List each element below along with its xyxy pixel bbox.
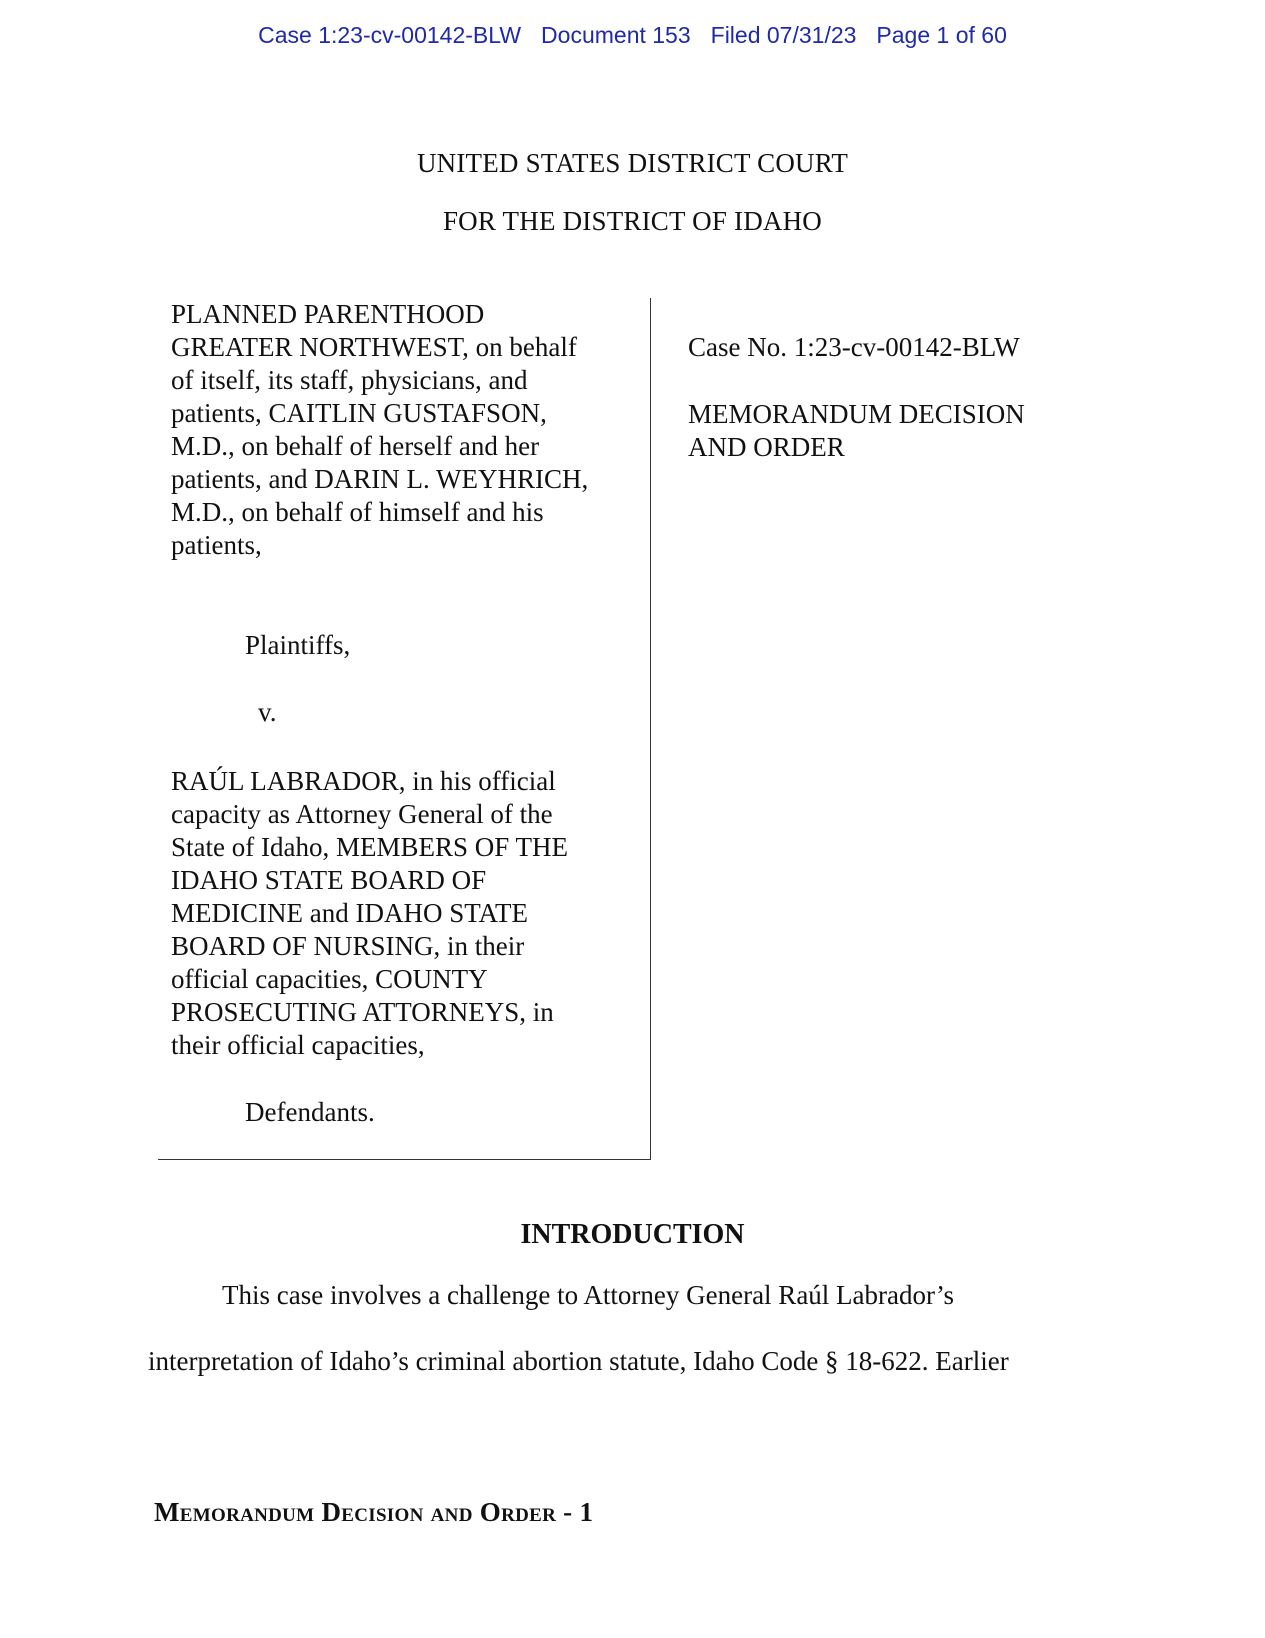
plaintiffs-line: of itself, its staff, physicians, and	[171, 365, 528, 395]
defendants-line: PROSECUTING ATTORNEYS, in	[171, 997, 554, 1027]
court-district: FOR THE DISTRICT OF IDAHO	[442, 206, 823, 236]
introduction-heading: INTRODUCTION	[520, 1219, 745, 1250]
document-type-line: MEMORANDUM DECISION	[688, 399, 1025, 429]
ecf-header-stamp	[0, 22, 1265, 49]
versus-label: v.	[258, 697, 277, 727]
defendants-line: capacity as Attorney General of the	[171, 799, 553, 829]
plaintiffs-line: M.D., on behalf of herself and her	[171, 431, 540, 461]
court-name: UNITED STATES DISTRICT COURT	[416, 148, 849, 178]
plaintiffs-block	[171, 298, 641, 562]
body-text-line: interpretation of Idaho’s criminal abortion statute, Idaho Code § 18-622. Earlier	[148, 1346, 1009, 1376]
document-type	[688, 398, 1088, 464]
plaintiffs-line: PLANNED PARENTHOOD	[171, 299, 485, 329]
defendants-line: RAÚL LABRADOR, in his official	[171, 766, 556, 796]
plaintiffs-line: GREATER NORTHWEST, on behalf	[171, 332, 577, 362]
defendants-line: BOARD OF NURSING, in their	[171, 931, 525, 961]
defendants-line: official capacities, COUNTY	[171, 964, 488, 994]
case-number: Case No. 1:23-cv-00142-BLW	[688, 332, 1020, 362]
caption-vertical-divider	[650, 298, 651, 1159]
stamp-page-count: Page 1 of 60	[876, 22, 1007, 48]
defendants-line: State of Idaho, MEMBERS OF THE	[171, 832, 568, 862]
plaintiffs-line: patients, CAITLIN GUSTAFSON,	[171, 398, 547, 428]
body-text-line: This case involves a challenge to Attorney General Raúl Labrador’s	[222, 1280, 955, 1310]
plaintiffs-label: Plaintiffs,	[245, 630, 351, 660]
plaintiffs-line: M.D., on behalf of himself and his	[171, 497, 544, 527]
document-type-line: AND ORDER	[688, 432, 845, 462]
defendants-line: MEDICINE and IDAHO STATE	[171, 898, 529, 928]
stamp-document-number: Document 153	[541, 22, 691, 48]
defendants-block	[171, 765, 641, 1062]
defendants-label: Defendants.	[245, 1097, 375, 1127]
plaintiffs-line: patients,	[171, 530, 262, 560]
defendants-line: their official capacities,	[171, 1030, 425, 1060]
stamp-case-number: Case 1:23-cv-00142-BLW	[258, 22, 522, 48]
page-footer: Memorandum Decision and Order - 1	[154, 1497, 594, 1527]
caption-bottom-rule	[158, 1159, 651, 1160]
plaintiffs-line: patients, and DARIN L. WEYHRICH,	[171, 464, 589, 494]
stamp-filed-date: Filed 07/31/23	[710, 22, 857, 48]
defendants-line: IDAHO STATE BOARD OF	[171, 865, 487, 895]
